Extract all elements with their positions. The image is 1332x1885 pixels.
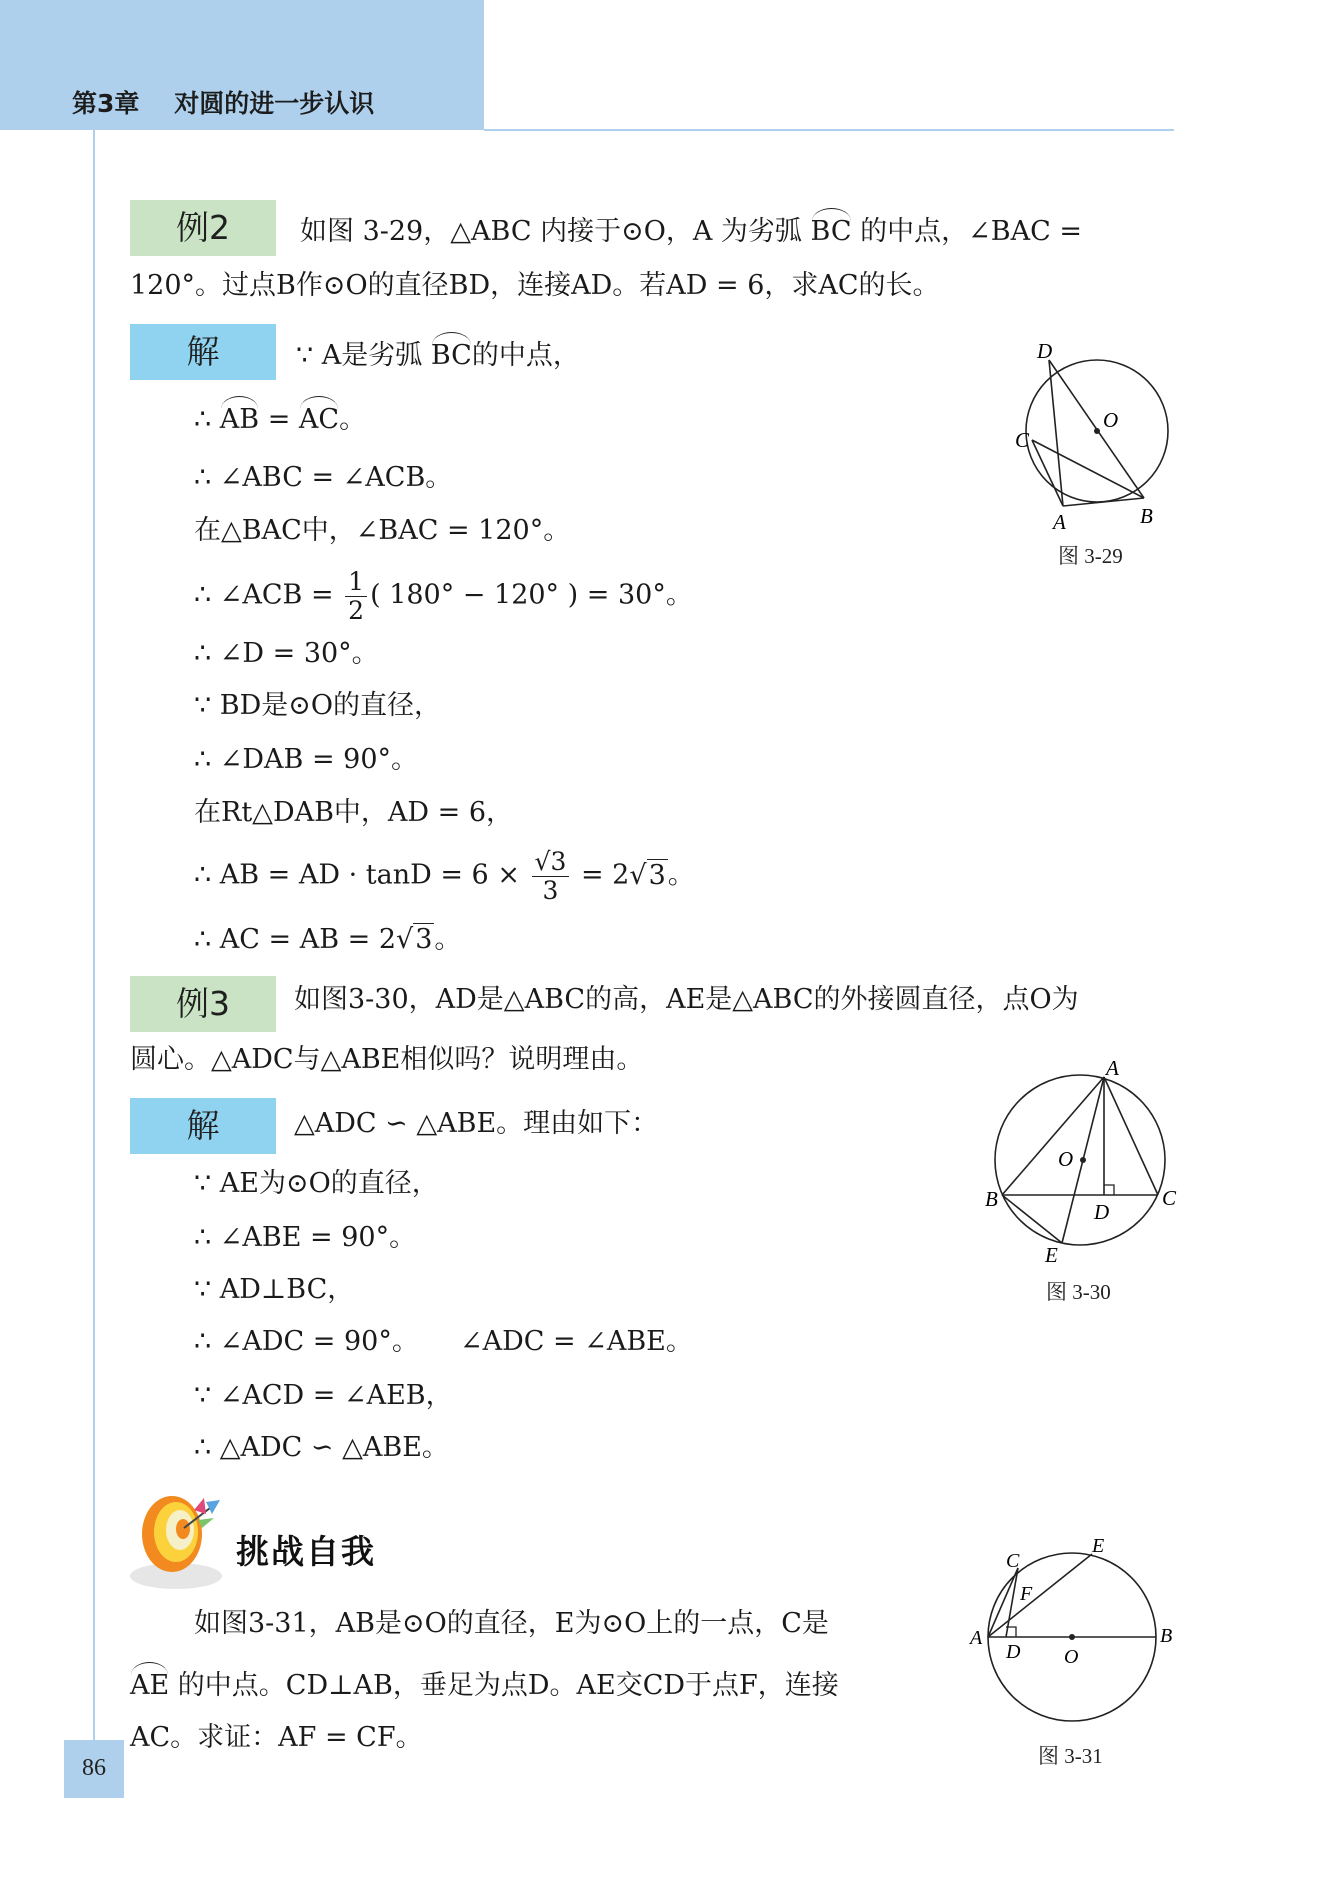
challenge-line-3: AC。求证：AF = CF。 <box>130 1722 423 1753</box>
label-d: D <box>1006 1641 1021 1663</box>
radicand: 3 <box>415 924 433 955</box>
solution-2-line-7: ∵ BD是⊙O的直径， <box>194 690 442 721</box>
solution-2-line-1 <box>296 332 580 372</box>
label-f: F <box>1020 1583 1033 1605</box>
solution-2-line-10 <box>194 848 695 904</box>
sol2-text: 。 <box>667 859 695 891</box>
label-d: D <box>1037 340 1053 363</box>
center-o <box>1094 428 1100 434</box>
solution-3-line-2: ∵ AE为⊙O的直径， <box>194 1168 439 1199</box>
arc-ac: AC <box>299 396 339 436</box>
figure-3-31-caption: 图 3-31 <box>1038 1744 1103 1768</box>
solution-3-line-4: ∵ AD⊥BC， <box>194 1274 355 1305</box>
solution-2-line-9: 在Rt△DAB中，AD = 6， <box>194 797 514 828</box>
label-e: E <box>1045 1243 1058 1267</box>
label-c: C <box>1006 1550 1020 1572</box>
example-3-line-2: 圆心。△ADC与△ABE相似吗？说明理由。 <box>130 1044 644 1075</box>
fraction-numerator: 1 <box>345 568 367 597</box>
sqrt-3: √3 <box>629 859 666 891</box>
figure-3-29-caption: 图 3-29 <box>1058 544 1123 568</box>
label-d: D <box>1094 1200 1110 1224</box>
arc-ae: AE <box>130 1662 169 1702</box>
label-b: B <box>985 1187 998 1211</box>
challenge-title: 挑战自我 <box>236 1532 376 1571</box>
fraction-denominator: 2 <box>348 595 365 625</box>
sol2-text: = 2 <box>572 859 630 891</box>
label-o: O <box>1103 408 1119 432</box>
label-c: C <box>1015 428 1030 452</box>
challenge-line-2 <box>130 1662 839 1702</box>
solution-3-line-3: ∴ ∠ABE = 90°。 <box>194 1222 417 1253</box>
header-rule <box>484 129 1174 131</box>
example-3-tag: 例3 <box>130 976 276 1032</box>
sol2-text: 。 <box>339 404 367 435</box>
fraction-numerator: √3 <box>532 848 570 877</box>
segment-ac <box>1104 1077 1158 1195</box>
sol2-text: ∴ AC = AB = 2 <box>194 924 397 955</box>
label-o: O <box>1064 1646 1079 1668</box>
sqrt-3: √3 <box>396 924 433 955</box>
sol2-text: ∵ A是劣弧 <box>296 340 431 371</box>
label-b: B <box>1160 1625 1173 1647</box>
example-2-tag: 例2 <box>130 200 276 256</box>
solution-2-line-11 <box>194 924 461 956</box>
solution-2-line-4: 在△BAC中，∠BAC = 120°。 <box>194 515 571 546</box>
label-a: A <box>1053 510 1066 534</box>
radicand: 3 <box>648 859 666 891</box>
label-c: C <box>1162 1186 1177 1210</box>
solution-2-line-8: ∴ ∠DAB = 90°。 <box>194 744 419 775</box>
sol2-text: ∴ AB = AD · tanD = 6 × <box>194 859 529 891</box>
center-o <box>1069 1634 1075 1640</box>
right-angle-mark <box>1104 1185 1114 1195</box>
fraction-one-half <box>345 568 367 624</box>
figure-3-30 <box>980 1055 1200 1285</box>
example-2-text-b: 的中点，∠BAC = <box>851 216 1082 247</box>
solution-2-line-5 <box>194 568 693 624</box>
label-a: A <box>1106 1056 1119 1080</box>
example-2-line-1 <box>300 208 1082 248</box>
solution-2-line-3: ∴ ∠ABC = ∠ACB。 <box>194 462 453 493</box>
solution-3-line-7: ∴ △ADC ∽ △ABE。 <box>194 1432 449 1463</box>
sol2-text: 的中点， <box>471 340 580 371</box>
solution-3-line-1: △ADC ∽ △ABE。理由如下： <box>294 1108 659 1139</box>
example-2-text-a: 如图 3-29，△ABC 内接于⊙O，A 为劣弧 <box>300 216 811 247</box>
segment-da <box>1049 360 1063 506</box>
fraction-sqrt3-over-3 <box>532 848 570 904</box>
segment-be <box>1002 1195 1062 1243</box>
center-o <box>1080 1157 1086 1163</box>
example-3-line-1: 如图3-30，AD是△ABC的高，AE是△ABC的外接圆直径，点O为 <box>294 984 1079 1015</box>
sol2-text: ( 180° − 120° ) = 30°。 <box>370 579 693 611</box>
label-o: O <box>1058 1147 1074 1171</box>
solution-2-tag: 解 <box>130 324 276 380</box>
segment-cb <box>1032 440 1144 498</box>
arc-ab: AB <box>220 396 259 436</box>
solution-2-line-2 <box>194 396 366 436</box>
arc-bc: BC <box>811 208 852 248</box>
page-number: 86 <box>82 1755 106 1781</box>
label-b: B <box>1140 504 1153 528</box>
target-icon <box>128 1490 224 1594</box>
sol2-text: 。 <box>434 924 462 955</box>
fraction-denominator: 3 <box>542 875 559 905</box>
solution-3-line-6: ∵ ∠ACD = ∠AEB， <box>194 1380 453 1411</box>
challenge-line-1: 如图3-31，AB是⊙O的直径，E为⊙O上的一点，C是 <box>194 1608 829 1639</box>
solution-2-line-6: ∴ ∠D = 30°。 <box>194 638 379 669</box>
figure-3-30-caption: 图 3-30 <box>1046 1280 1111 1304</box>
figure-3-31 <box>960 1530 1190 1730</box>
example-2-line-2: 120°。过点B作⊙O的直径BD，连接AD。若AD = 6，求AC的长。 <box>130 270 940 301</box>
figure-3-29 <box>985 340 1205 570</box>
arc-bc: BC <box>431 332 472 372</box>
page-number-box <box>64 1740 124 1798</box>
solution-3-line-5b: ∠ADC = ∠ABE。 <box>460 1326 693 1357</box>
label-a: A <box>970 1627 983 1649</box>
chapter-title: 第3章 对圆的进一步认识 <box>72 89 375 118</box>
margin-rule <box>93 130 95 1760</box>
sol2-text: ∴ <box>194 404 220 435</box>
sol2-text: = <box>259 404 299 435</box>
segment-ae <box>988 1554 1092 1637</box>
solution-3-line-5a: ∴ ∠ADC = 90°。 <box>194 1326 419 1357</box>
challenge-text: 的中点。CD⊥AB，垂足为点D。AE交CD于点F，连接 <box>169 1670 839 1701</box>
label-e: E <box>1092 1535 1105 1557</box>
sol2-text: ∴ ∠ACB = <box>194 579 343 611</box>
solution-3-tag: 解 <box>130 1098 276 1154</box>
